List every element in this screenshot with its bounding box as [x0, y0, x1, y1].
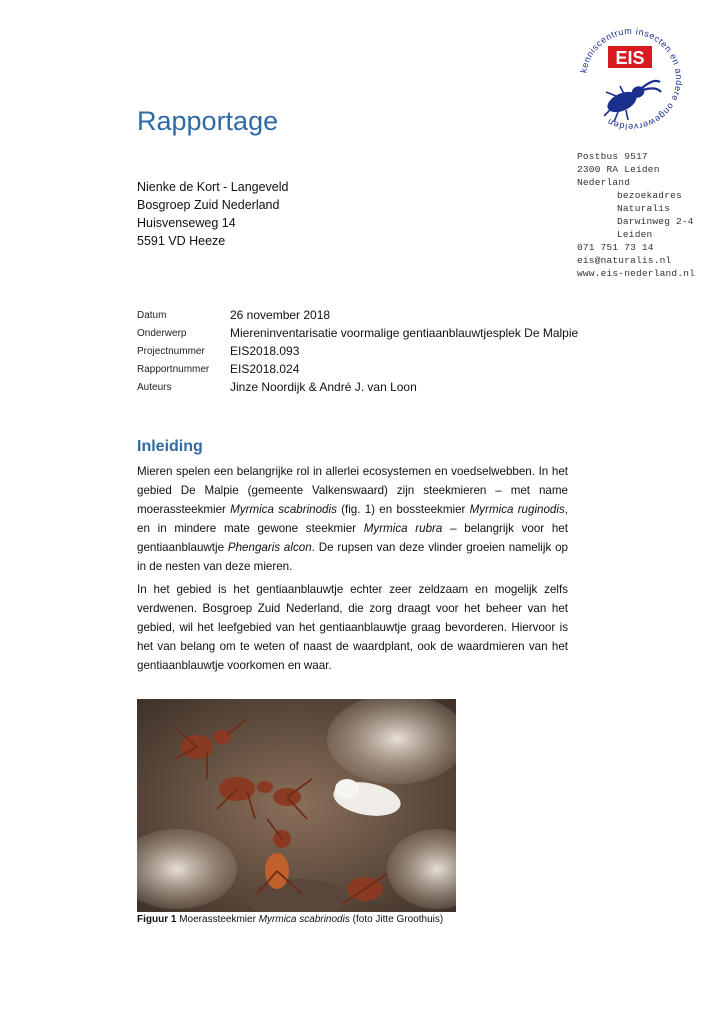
meta-row — [137, 306, 578, 324]
org-email[interactable]: eis@naturalis.nl — [577, 255, 672, 266]
org-postcode: 2300 RA Leiden — [577, 164, 660, 175]
logo-ring-text: kenniscentrum insecten en andere ongewervelden — [578, 25, 685, 133]
meta-value: Jinze Noordijk & André J. van Loon — [230, 380, 417, 394]
meta-row — [137, 324, 578, 342]
meta-key: Onderwerp — [137, 327, 187, 339]
page-title: Rapportage — [137, 106, 279, 137]
recipient-address — [137, 178, 288, 250]
meta-row — [137, 342, 578, 360]
org-address — [577, 150, 695, 280]
species-name: Phengaris alcon — [227, 541, 312, 554]
meta-key: Auteurs — [137, 381, 172, 393]
org-website[interactable]: www.eis-nederland.nl — [577, 268, 696, 279]
eis-logo — [572, 20, 690, 138]
figure-caption: Figuur 1 Moerassteekmier Myrmica scabrinodis (foto Jitte Groothuis) — [137, 914, 444, 925]
meta-key: Rapportnummer — [137, 363, 210, 375]
visit-city: Leiden — [617, 229, 653, 240]
meta-value: Miereninventarisatie voormalige gentiaanblauwtjesplek De Malpie — [230, 326, 579, 340]
meta-row — [137, 378, 578, 396]
species-name: Myrmica ruginodis — [469, 503, 565, 516]
caption-label: Figuur 1 — [137, 914, 177, 925]
recipient-name: Nienke de Kort - Langeveld — [137, 180, 289, 194]
org-country: Nederland — [577, 177, 631, 188]
recipient-city: 5591 VD Heeze — [137, 234, 226, 248]
visit-name: Naturalis — [617, 203, 671, 214]
species-name: Myrmica rubra — [363, 522, 443, 535]
logo-abbr: EIS — [615, 48, 645, 68]
recipient-org: Bosgroep Zuid Nederland — [137, 198, 280, 212]
intro-paragraph-2: In het gebied is het gentiaanblauwtje echter zeer zeldzaam en mogelijk zelfs verdwenen. Bosgroep Zuid Nederland, die zorg draagt voor het beheer van het gebied, wil het leefgebied van het gentiaanblauwtje graag bevorderen. Hiervoor is het van belang om te weten of naast de waardplant, ook de waardmieren van het gentiaanblauwtje voorkomen en waar. — [137, 583, 568, 672]
meta-key: Datum — [137, 309, 167, 321]
section-heading: Inleiding — [137, 438, 203, 456]
org-postbus: Postbus 9517 — [577, 151, 648, 162]
org-phone: 071 751 73 14 — [577, 242, 654, 253]
intro-paragraph-1: Mieren spelen een belangrijke rol in allerlei ecosystemen en voedselwebben. In het gebied De Malpie (gemeente Valkenswaard) zijn steekmieren – met name moerassteekmier Myrmica scabrinodis (fig. 1) en bossteekmier Myrmica ruginodis, en in mindere mate gewone steekmier Myrmica rubra – belangrijk voor het gentiaanblauwtje Phengaris alcon. De rupsen van deze vlinder groeien namelijk op in de nesten van deze mieren. — [137, 465, 568, 573]
meta-row — [137, 360, 578, 378]
meta-key: Projectnummer — [137, 345, 205, 357]
ant-photo — [137, 699, 456, 912]
meta-value: 26 november 2018 — [230, 308, 331, 322]
visit-street: Darwinweg 2-4 — [617, 216, 694, 227]
meta-value: EIS2018.024 — [230, 362, 300, 376]
recipient-street: Huisvenseweg 14 — [137, 216, 236, 230]
caption-species: Myrmica scabrinodis — [258, 914, 350, 925]
species-name: Myrmica scabrinodis — [230, 503, 337, 516]
meta-table — [137, 306, 578, 396]
visit-label: bezoekadres — [617, 190, 682, 201]
meta-value: EIS2018.093 — [230, 344, 300, 358]
